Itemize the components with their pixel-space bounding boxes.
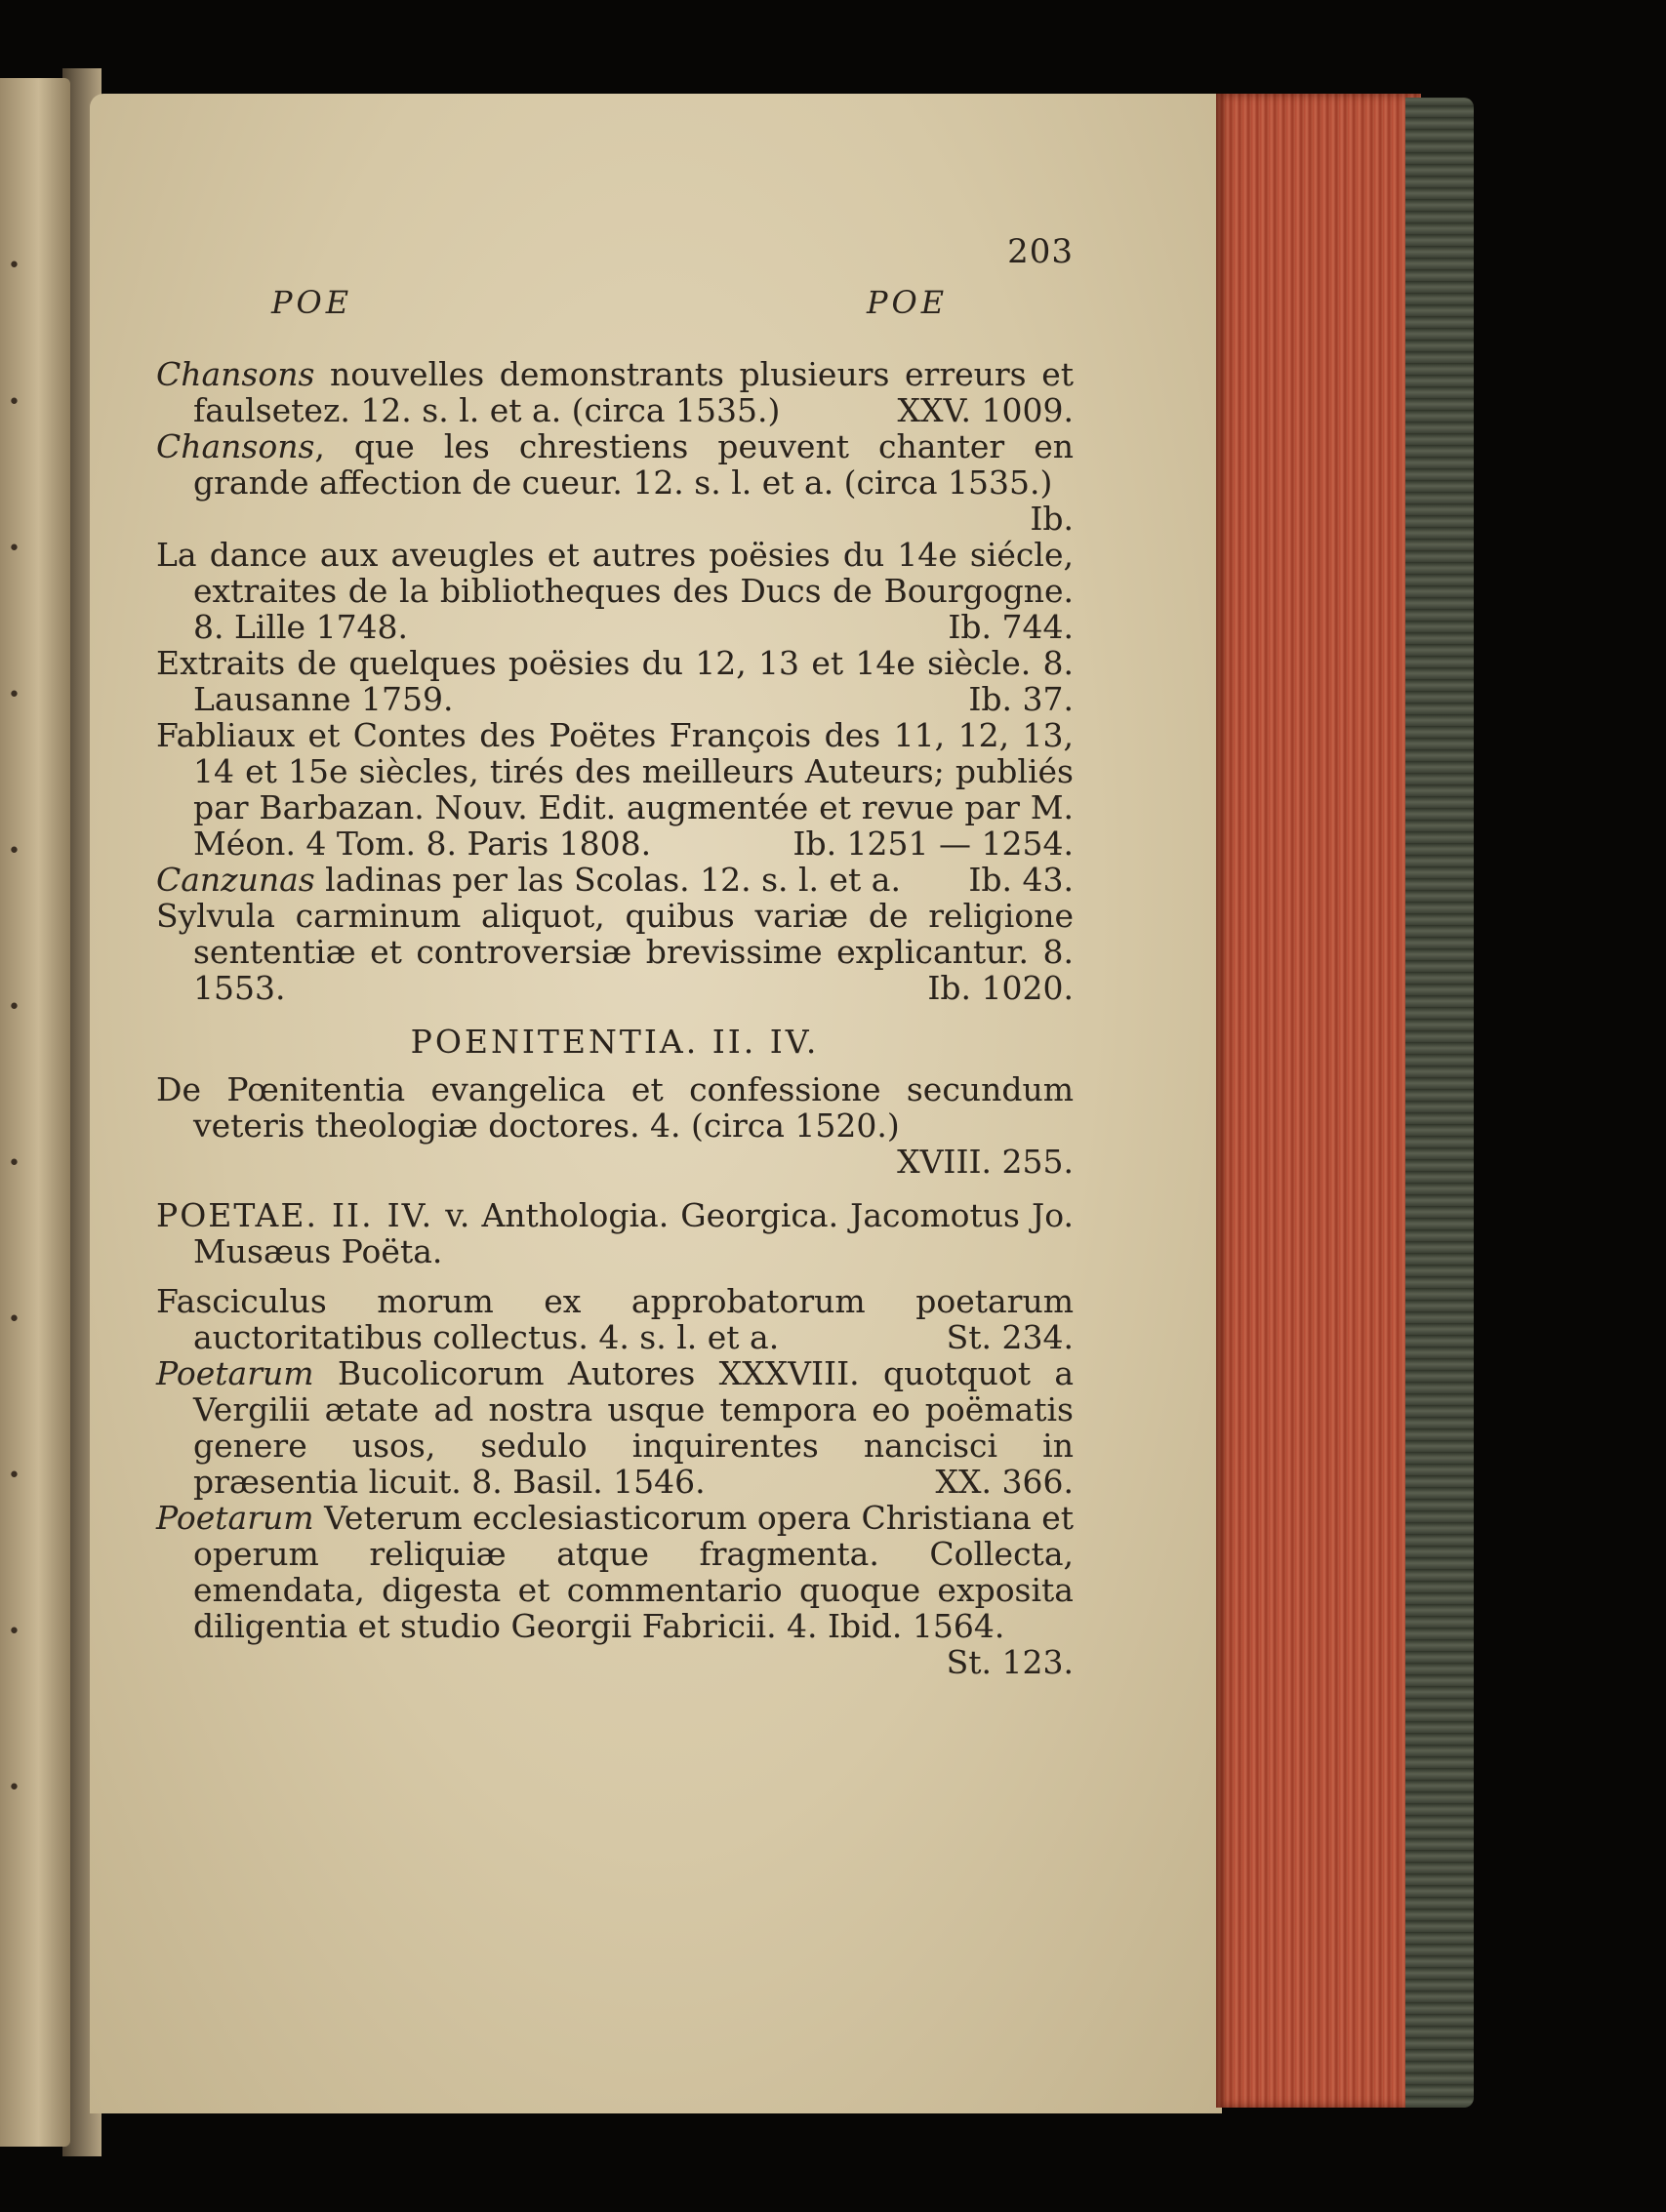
entry-text: nouvelles demonstrants plusieurs erreurs et faulsetez. 12. s. l. et a. (circa 1535.) <box>193 355 1074 429</box>
cross-reference: v. Anthologia. Georgica. Jacomotus Jo. Musæus Poëta. <box>193 1196 1074 1270</box>
entries-chansons <box>156 356 1074 1006</box>
entry-reference: Ib. 43. <box>968 861 1074 899</box>
entry-text: Fasciculus morum ex approbatorum poetarum auctoritatibus collectus. 4. s. l. et a. <box>156 1282 1074 1356</box>
catalogue-entry <box>156 645 1074 717</box>
entry-text: Sylvula carminum aliquot, quibus variæ de religione sententiæ et controversiæ brevissime explicantur. 8. 1553. <box>156 897 1074 1007</box>
catalogue-entries <box>156 356 1074 1680</box>
entry-title: Chansons <box>156 427 315 465</box>
section-heading-poenitentia: POENITENTIA. II. IV. <box>410 1023 820 1061</box>
margin-mark: • <box>8 254 20 278</box>
entry-reference: Ib. 1251 — 1254. <box>792 824 1074 863</box>
entry-reference: Ib. 37. <box>968 680 1074 718</box>
red-page-edges <box>1216 94 1421 2108</box>
section-poetae <box>156 1197 1074 1269</box>
entry-text: Extraits de quelques poësies du 12, 13 et 14e siècle. 8. Lausanne 1759. <box>156 644 1074 718</box>
entry-reference: XVIII. 255. <box>897 1143 1074 1181</box>
entry-text: De Pœnitentia evangelica et confessione secundum veteris theologiæ doctores. 4. (circa 1520.) <box>156 1070 1074 1145</box>
running-head-left: POE <box>271 284 353 321</box>
margin-mark: • <box>8 839 20 864</box>
entry-title: Canzunas <box>156 861 315 899</box>
margin-mark: • <box>8 390 20 415</box>
entries-poetae <box>156 1283 1074 1680</box>
entries-poenitentia <box>156 1071 1074 1180</box>
entry-title: Poetarum <box>156 1499 314 1537</box>
catalogue-entry <box>156 1283 1074 1355</box>
entry-text: La dance aux aveugles et autres poësies du 14e siécle, extraites de la bibliotheques des Ducs de Bourgogne. 8. Lille 1748. <box>156 536 1074 646</box>
running-head-right: POE <box>867 284 949 321</box>
entry-reference: Ib. 1020. <box>927 969 1074 1007</box>
entry-reference: St. 123. <box>946 1643 1074 1681</box>
entry-reference: Ib. 744. <box>948 608 1074 646</box>
entry-title: Chansons <box>156 355 315 393</box>
catalogue-entry <box>156 1500 1074 1680</box>
entry-reference: XXV. 1009. <box>897 391 1074 429</box>
entry-text: ladinas per las Scolas. 12. s. l. et a. <box>314 861 901 899</box>
book-cover <box>1405 98 1474 2108</box>
margin-mark: • <box>8 537 20 561</box>
margin-mark: • <box>8 1307 20 1332</box>
catalogue-entry <box>156 1071 1074 1180</box>
catalogue-entry <box>156 428 1074 537</box>
catalogue-entry <box>156 717 1074 862</box>
catalogue-entry <box>156 537 1074 645</box>
facing-page-edge <box>0 78 70 2147</box>
entry-text: Veterum ecclesiasticorum opera Christiana et operum reliquiæ atque fragmenta. Collecta, emendata, digesta et commentario quoque exposita diligentia et studio Georgii Fabricii. 4. Ibid. 1564. <box>193 1499 1074 1645</box>
margin-mark: • <box>8 1776 20 1800</box>
margin-mark: • <box>8 1151 20 1176</box>
section-heading-poetae: POETAE. II. IV. <box>156 1196 434 1234</box>
catalogue-entry <box>156 1355 1074 1500</box>
poetae-heading-line <box>156 1197 1074 1269</box>
entry-reference: XX. 366. <box>935 1463 1074 1501</box>
margin-mark: • <box>8 683 20 707</box>
margin-mark: • <box>8 995 20 1020</box>
entry-title: Poetarum <box>156 1354 314 1392</box>
catalogue-entry <box>156 356 1074 428</box>
entry-text: , que les chrestiens peuvent chanter en grande affection de cueur. 12. s. l. et a. (circa 1535.) <box>193 427 1074 502</box>
margin-mark: • <box>8 1464 20 1488</box>
catalogue-entry <box>156 862 1074 898</box>
entry-reference: St. 234. <box>946 1318 1074 1356</box>
page-number: 203 <box>1007 232 1074 271</box>
entry-text: Fabliaux et Contes des Poëtes François des 11, 12, 13, 14 et 15e siècles, tirés des meilleurs Auteurs; publiés par Barbazan. Nouv. Edit. augmentée et revue par M. Méon. 4 Tom. 8. Paris 1808. <box>156 716 1074 863</box>
catalogue-entry <box>156 898 1074 1006</box>
entry-text: Bucolicorum Autores XXXVIII. quotquot a Vergilii ætate ad nostra usque tempora eo poëmatis genere usos, sedulo inquirentes nancisci in præsentia licuit. 8. Basil. 1546. <box>193 1354 1074 1501</box>
margin-mark: • <box>8 1620 20 1644</box>
entry-reference: Ib. <box>1030 500 1074 538</box>
